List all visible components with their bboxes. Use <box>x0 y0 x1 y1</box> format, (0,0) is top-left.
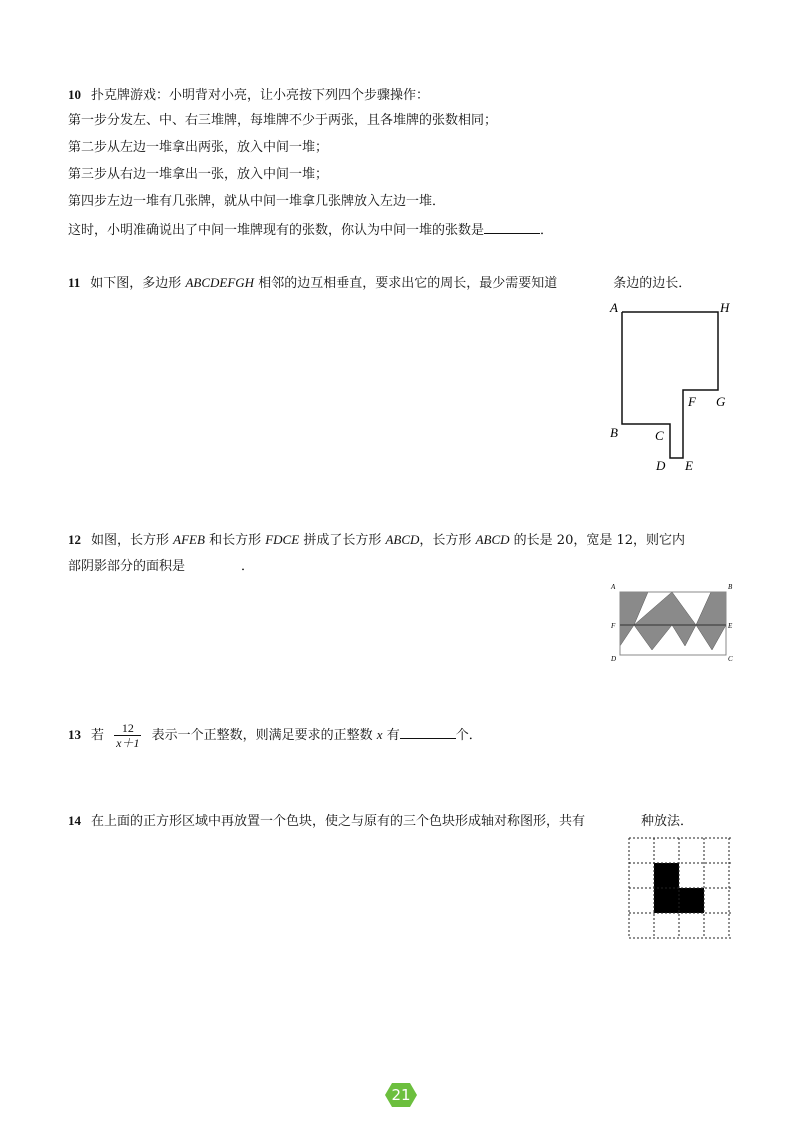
q11-label-e: E <box>685 458 693 473</box>
q12-label-f: F <box>611 622 616 630</box>
q12-rect-4: ABCD <box>475 532 510 547</box>
q12-label-c: C <box>728 655 733 662</box>
q10-answer-blank[interactable] <box>484 221 540 234</box>
q11-line-1 <box>68 274 691 293</box>
q12-text-5: 的长是 20，宽是 12，则它内 <box>513 533 686 548</box>
q10-text-1: 扑克牌游戏：小明背对小亮，让小亮按下列四个步骤操作： <box>91 88 430 103</box>
q12-label-a: A <box>611 583 616 591</box>
q14-text-a: 在上面的正方形区域中再放置一个色块，使之与原有的三个色块形成轴对称图形，共有 <box>91 814 586 829</box>
q11-label-a: A <box>610 300 618 315</box>
q12-rect-1: AFEB <box>173 532 205 547</box>
q14-grid-figure <box>626 835 734 943</box>
q13-text-d: 个． <box>455 728 482 743</box>
q12-shade-7 <box>696 625 726 650</box>
q12-shaded-regions <box>620 592 726 650</box>
q11-text-a: 如下图，多边形 <box>90 276 182 291</box>
q12-line2-text: 部阴影部分的面积是 <box>68 559 186 574</box>
q11-number: 11 <box>68 275 81 290</box>
q13-text-b: 表示一个正整数，则满足要求的正整数 <box>151 728 373 743</box>
q10-line-6 <box>68 221 553 240</box>
q12-shade-4 <box>620 625 634 646</box>
q12-line2-period: ． <box>241 559 255 574</box>
q13-text-c: 有 <box>386 728 400 743</box>
q12-shade-6 <box>672 625 696 646</box>
page-number: 21 <box>391 1086 411 1104</box>
q13-fraction-numerator: 12 <box>114 721 141 736</box>
q12-label-d: D <box>611 655 617 662</box>
q14-block-3 <box>679 888 704 913</box>
q11-polygon-figure <box>600 296 740 476</box>
q14-number: 14 <box>68 813 81 828</box>
q13-text-a: 若 <box>91 728 105 743</box>
q12-rect-3: ABCD <box>385 532 420 547</box>
q11-polygon-outline <box>622 312 718 458</box>
q13-number: 13 <box>68 727 81 742</box>
q12-rectangle-figure <box>608 580 738 662</box>
q10-text-last: 这时，小明准确说出了中间一堆牌现有的张数，你认为中间一堆的张数是 <box>68 223 485 238</box>
q12-label-e: E <box>728 622 733 630</box>
q10-line-5: 第四步左边一堆有几张牌，就从中间一堆拿几张牌放入左边一堆． <box>68 194 446 209</box>
q12-line-2 <box>68 558 254 576</box>
q11-label-g: G <box>716 394 726 409</box>
q10-period: ． <box>540 223 554 238</box>
q11-polygon-name: ABCDEFGH <box>185 275 255 290</box>
q11-label-f: F <box>688 394 696 409</box>
q12-shade-5 <box>634 625 672 650</box>
q12-text-4: ，长方形 <box>419 533 472 548</box>
q13-answer-blank[interactable] <box>400 726 456 739</box>
q10-line-1 <box>68 86 429 105</box>
q10-number: 10 <box>68 87 81 102</box>
q12-shade-3 <box>696 592 726 625</box>
q12-number: 12 <box>68 532 81 547</box>
q10-line-2: 第一步分发左、中、右三堆牌，每堆牌不少于两张，且各堆牌的张数相同； <box>68 113 498 128</box>
q14-block-2 <box>654 888 679 913</box>
q11-text-c: 条边的边长． <box>613 276 692 291</box>
q11-label-b: B <box>610 425 618 440</box>
q13-line <box>68 717 482 754</box>
q10-line-4: 第三步从右边一堆拿出一张，放入中间一堆； <box>68 167 329 182</box>
q11-label-h: H <box>720 300 730 315</box>
q10-line-3: 第二步从左边一堆拿出两张，放入中间一堆； <box>68 140 329 155</box>
q11-text-b: 相邻的边互相垂直，要求出它的周长，最少需要知道 <box>258 276 558 291</box>
q12-rect-2: FDCE <box>265 532 300 547</box>
q12-label-b: B <box>728 583 733 591</box>
q11-label-d: D <box>656 458 666 473</box>
q12-line-1 <box>68 531 685 550</box>
q14-line <box>68 812 693 831</box>
q13-fraction-denominator: x＋1 <box>116 736 140 750</box>
q12-text-3: 拼成了长方形 <box>303 533 382 548</box>
q13-var: x <box>376 727 383 742</box>
q11-label-c: C <box>655 428 664 443</box>
q14-text-b: 种放法． <box>641 814 694 829</box>
q12-text-2: 和长方形 <box>209 533 262 548</box>
q13-fraction <box>114 721 141 750</box>
q12-text-1: 如图，长方形 <box>91 533 170 548</box>
q14-block-1 <box>654 863 679 888</box>
